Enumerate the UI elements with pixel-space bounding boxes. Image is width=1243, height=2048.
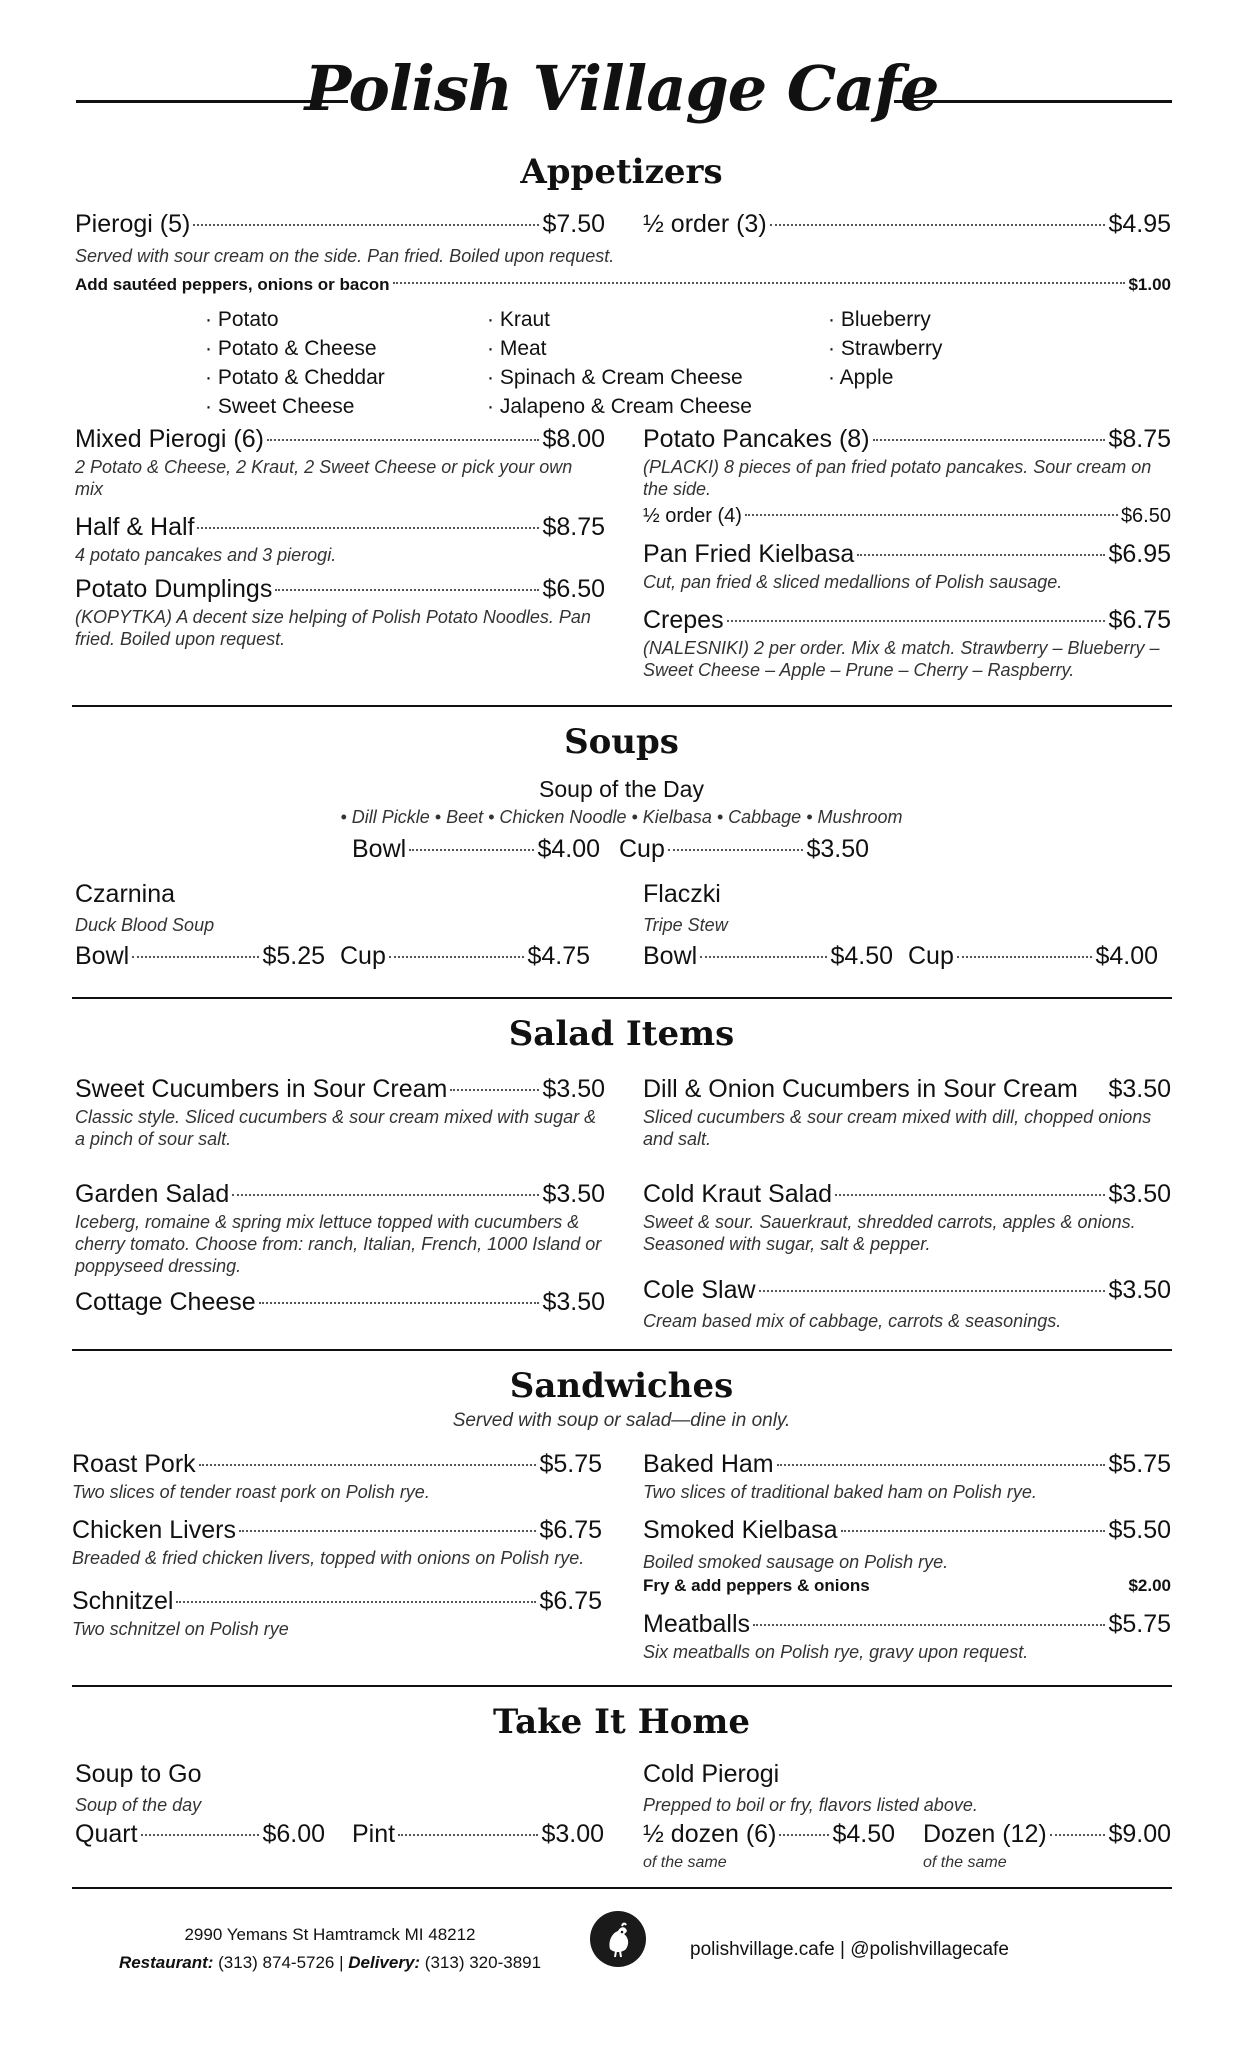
pierogi-item xyxy=(75,210,605,239)
item-price: $6.95 xyxy=(1108,540,1171,568)
dill-onion-cucumbers-item: Dill & Onion Cucumbers in Sour Cream $3.50 xyxy=(643,1075,1171,1103)
item-price: $8.75 xyxy=(542,513,605,541)
sweet-cucumbers-item: Sweet Cucumbers in Sour Cream $3.50 xyxy=(75,1075,605,1103)
item-name: ½ order (3) xyxy=(643,210,767,238)
soup-to-go-name: Soup to Go xyxy=(75,1760,202,1788)
flaczki-description: Tripe Stew xyxy=(643,915,728,935)
item-price: $1.00 xyxy=(1128,275,1171,294)
item-price: $7.50 xyxy=(542,210,605,238)
pint-item: Pint $3.00 xyxy=(352,1820,604,1848)
section-divider xyxy=(72,1349,1172,1351)
list-item: · Potato & Cheddar xyxy=(205,366,385,389)
cole-slaw-description: Cream based mix of cabbage, carrots & seasonings. xyxy=(643,1311,1062,1331)
flavor-list-3 xyxy=(828,305,942,392)
addon-item xyxy=(75,275,1171,295)
crepes-item xyxy=(643,606,1171,635)
czarnina-bowl: Bowl $5.25 xyxy=(75,942,325,970)
quart-item: Quart $6.00 xyxy=(75,1820,325,1848)
list-item: · Sweet Cheese xyxy=(205,395,355,418)
schnitzel-item: Schnitzel $6.75 xyxy=(72,1587,602,1615)
item-price: $6.75 xyxy=(1108,606,1171,634)
flavor-list-1 xyxy=(205,305,385,421)
dozen-note: of the same xyxy=(923,1854,1007,1871)
smoked-kielbasa-description: Boiled smoked sausage on Polish rye. xyxy=(643,1552,949,1572)
list-item: · Strawberry xyxy=(828,337,943,360)
half-and-half-item xyxy=(75,513,605,542)
pan-fried-kielbasa-item xyxy=(643,540,1171,569)
item-name: Pierogi (5) xyxy=(75,210,191,238)
half-and-half-description: 4 potato pancakes and 3 pierogi. xyxy=(75,545,337,565)
pan-fried-kielbasa-description: Cut, pan fried & sliced medallions of Polish sausage. xyxy=(643,572,1063,592)
phone-numbers: Restaurant: (313) 874-5726 | Delivery: (313) 320-3891 xyxy=(118,1953,542,1972)
soup-day-bowl: Bowl $4.00 xyxy=(352,835,600,863)
chicken-livers-description: Breaded & fried chicken livers, topped with onions on Polish rye. xyxy=(72,1548,585,1568)
item-price: $8.75 xyxy=(1108,425,1171,453)
sandwiches-heading: Sandwiches xyxy=(509,1366,734,1406)
item-price: $6.50 xyxy=(1120,505,1171,527)
item-name: Mixed Pierogi (6) xyxy=(75,425,264,453)
roast-pork-description: Two slices of tender roast pork on Polish rye. xyxy=(72,1482,430,1502)
garden-salad-description: Iceberg, romaine & spring mix lettuce topped with cucumbers & cherry tomato. Choose from: ranch, Italian, French, 1000 Island or poppyseed dressing. xyxy=(75,1212,602,1276)
list-item: · Apple xyxy=(828,366,894,389)
potato-dumplings-description: (KOPYTKA) A decent size helping of Polish Potato Noodles. Pan fried. Boiled upon request. xyxy=(75,607,591,649)
website-and-social: polishvillage.cafe | @polishvillagecafe xyxy=(690,1939,1009,1960)
item-name: Potato Pancakes (8) xyxy=(643,425,870,453)
meatballs-item: Meatballs $5.75 xyxy=(643,1610,1171,1638)
soups-heading: Soups xyxy=(564,722,679,762)
schnitzel-description: Two schnitzel on Polish rye xyxy=(72,1619,289,1639)
take-it-home-heading: Take It Home xyxy=(493,1702,750,1742)
czarnina-cup: Cup $4.75 xyxy=(340,942,590,970)
item-name: ½ order (4) xyxy=(643,505,742,527)
potato-dumplings-item xyxy=(75,575,605,604)
cottage-cheese-item: Cottage Cheese $3.50 xyxy=(75,1288,605,1316)
cold-pierogi-name: Cold Pierogi xyxy=(643,1760,780,1788)
garden-salad-item: Garden Salad $3.50 xyxy=(75,1180,605,1208)
sandwiches-subtitle: Served with soup or salad—dine in only. xyxy=(452,1410,791,1431)
baked-ham-description: Two slices of traditional baked ham on Polish rye. xyxy=(643,1482,1037,1502)
dill-onion-cucumbers-description: Sliced cucumbers & sour cream mixed with dill, chopped onions and salt. xyxy=(643,1107,1152,1149)
potato-pancakes-description: (PLACKI) 8 pieces of pan fried potato pancakes. Sour cream on the side. xyxy=(643,457,1152,499)
mixed-pierogi-item xyxy=(75,425,605,454)
item-name: Potato Dumplings xyxy=(75,575,273,603)
item-price: $4.95 xyxy=(1108,210,1171,238)
appetizers-heading: Appetizers xyxy=(520,152,723,192)
item-name: Half & Half xyxy=(75,513,195,541)
soup-of-the-day-list: • Dill Pickle • Beet • Chicken Noodle • Kielbasa • Cabbage • Mushroom xyxy=(340,807,903,827)
flavor-list-2 xyxy=(487,305,752,421)
rooster-logo-icon xyxy=(590,1911,646,1967)
item-price: $8.00 xyxy=(542,425,605,453)
section-divider xyxy=(72,997,1172,999)
potato-pancakes-half-item xyxy=(643,505,1171,528)
meatballs-description: Six meatballs on Polish rye, gravy upon request. xyxy=(643,1642,1029,1662)
czarnina-description: Duck Blood Soup xyxy=(75,915,215,935)
pierogi-description: Served with sour cream on the side. Pan fried. Boiled upon request. xyxy=(75,246,615,266)
roast-pork-item: Roast Pork $5.75 xyxy=(72,1450,602,1478)
sweet-cucumbers-description: Classic style. Sliced cucumbers & sour cream mixed with sugar & a pinch of sour salt. xyxy=(75,1107,597,1149)
smoked-kielbasa-item: Smoked Kielbasa $5.50 xyxy=(643,1516,1171,1544)
footer-divider xyxy=(72,1887,1172,1889)
flaczki-name: Flaczki xyxy=(643,880,721,908)
list-item: · Potato xyxy=(205,308,279,331)
mixed-pierogi-description: 2 Potato & Cheese, 2 Kraut, 2 Sweet Cheese or pick your own mix xyxy=(75,457,573,499)
baked-ham-item: Baked Ham $5.75 xyxy=(643,1450,1171,1478)
list-item: · Meat xyxy=(487,337,547,360)
crepes-description: (NALESNIKI) 2 per order. Mix & match. Strawberry – Blueberry – Sweet Cheese – Apple – Prune – Cherry – Raspberry. xyxy=(643,638,1160,680)
address: 2990 Yemans St Hamtramck MI 48212 xyxy=(184,1925,476,1944)
list-item: · Kraut xyxy=(487,308,551,331)
list-item: · Jalapeno & Cream Cheese xyxy=(487,395,752,418)
cole-slaw-item: Cole Slaw $3.50 xyxy=(643,1276,1171,1304)
list-item: · Spinach & Cream Cheese xyxy=(487,366,743,389)
potato-pancakes-item xyxy=(643,425,1171,454)
section-divider xyxy=(72,1685,1172,1687)
cold-pierogi-description: Prepped to boil or fry, flavors listed above. xyxy=(643,1795,978,1815)
pierogi-half-item xyxy=(643,210,1171,239)
half-dozen-item: ½ dozen (6) $4.50 xyxy=(643,1820,895,1848)
list-item: · Potato & Cheese xyxy=(205,337,377,360)
half-dozen-note: of the same xyxy=(643,1854,727,1871)
item-name: Crepes xyxy=(643,606,724,634)
list-item: · Blueberry xyxy=(828,308,931,331)
salad-items-heading: Salad Items xyxy=(508,1014,735,1054)
flaczki-bowl: Bowl $4.50 xyxy=(643,942,893,970)
soup-to-go-description: Soup of the day xyxy=(75,1795,202,1815)
soup-day-cup: Cup $3.50 xyxy=(619,835,869,863)
cafe-title: Polish Village Cafe xyxy=(304,52,939,125)
section-divider xyxy=(72,705,1172,707)
dozen-item: Dozen (12) $9.00 xyxy=(923,1820,1171,1848)
cold-kraut-salad-description: Sweet & sour. Sauerkraut, shredded carrots, apples & onions. Seasoned with sugar, salt & pepper. xyxy=(643,1212,1136,1254)
chicken-livers-item: Chicken Livers $6.75 xyxy=(72,1516,602,1544)
item-name: Pan Fried Kielbasa xyxy=(643,540,855,568)
flaczki-cup: Cup $4.00 xyxy=(908,942,1158,970)
czarnina-name: Czarnina xyxy=(75,880,176,908)
item-price: $6.50 xyxy=(542,575,605,603)
fry-add-item: Fry & add peppers & onions $2.00 xyxy=(643,1576,1171,1595)
item-name: Add sautéed peppers, onions or bacon xyxy=(75,275,390,294)
cold-kraut-salad-item: Cold Kraut Salad $3.50 xyxy=(643,1180,1171,1208)
soup-of-the-day-title: Soup of the Day xyxy=(539,776,704,802)
